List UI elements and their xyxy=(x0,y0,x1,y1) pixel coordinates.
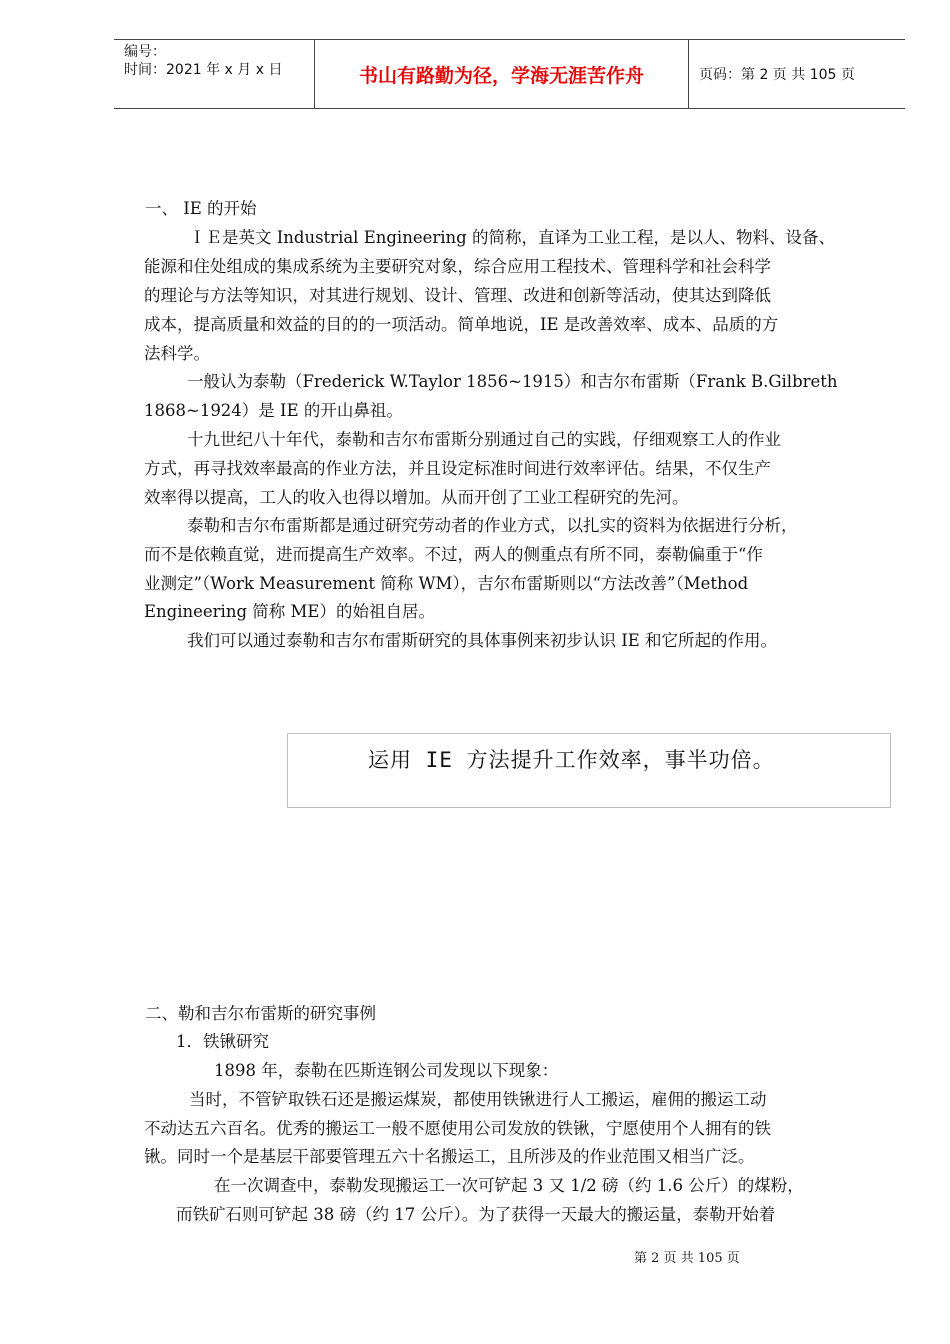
paragraph-line: Engineering 简称 ME）的始祖自居。 xyxy=(144,602,435,621)
paragraph-line: 不动达五六百名。优秀的搬运工一般不愿使用公司发放的铁锹，宁愿使用个人拥有的铁 xyxy=(144,1119,771,1138)
paragraph-line: 十九世纪八十年代，泰勒和吉尔布雷斯分别通过自己的实践，仔细观察工人的作业 xyxy=(187,430,781,449)
header-page-info: 页码：第 2 页 共 105 页 xyxy=(699,67,855,83)
quote-box xyxy=(287,733,891,808)
header-number: 编号： xyxy=(124,44,166,60)
paragraph-line: 我们可以通过泰勒和吉尔布雷斯研究的具体事例来初步认识 IE 和它所起的作用。 xyxy=(187,631,778,650)
quote-text: 运用 IE 方法提升工作效率，事半功倍。 xyxy=(368,748,775,772)
page-footer: 第 2 页 共 105 页 xyxy=(634,1251,740,1266)
paragraph-line: ＩＥ是英文 Industrial Engineering 的简称，直译为工业工程，是以人、物料、设备、 xyxy=(189,228,835,247)
section-heading: 一、 IE 的开始 xyxy=(145,199,257,218)
paragraph-line: 效率得以提高，工人的收入也得以增加。从而开创了工业工程研究的先河。 xyxy=(144,488,689,507)
paragraph-line: 而不是依赖直觉，进而提高生产效率。不过，两人的侧重点有所不同，泰勒偏重于“作 xyxy=(144,545,763,564)
paragraph-line: 能源和住处组成的集成系统为主要研究对象，综合应用工程技术、管理科学和社会科学 xyxy=(144,257,771,276)
header-meta xyxy=(114,40,314,108)
paragraph-line: 当时，不管铲取铁石还是搬运煤炭，都使用铁锹进行人工搬运，雇佣的搬运工动 xyxy=(189,1090,767,1109)
paragraph-line: 业测定”（Work Measurement 简称 WM），吉尔布雷斯则以“方法改善”（Method xyxy=(144,574,749,593)
paragraph-line: 方式，再寻找效率最高的作业方法，并且设定标准时间进行效率评估。结果，不仅生产 xyxy=(144,459,771,478)
paragraph-line: 成本，提高质量和效益的目的的一项活动。简单地说，IE 是改善效率、成本、品质的方 xyxy=(144,315,779,334)
paragraph-line: 泰勒和吉尔布雷斯都是通过研究劳动者的作业方式，以扎实的资料为依据进行分析， xyxy=(187,516,798,535)
paragraph-line: 1868~1924）是 IE 的开山鼻祖。 xyxy=(144,401,403,420)
section-heading: 二、勒和吉尔布雷斯的研究事例 xyxy=(145,1004,376,1023)
paragraph-line: 在一次调查中，泰勒发现搬运工一次可铲起 3 又 1/2 磅（约 1.6 公斤）的煤粉， xyxy=(214,1176,804,1195)
header-divider xyxy=(688,40,689,108)
page-header xyxy=(114,39,905,109)
paragraph-line: 法科学。 xyxy=(144,344,210,363)
header-motto: 书山有路勤为径，学海无涯苦作舟 xyxy=(358,64,644,87)
header-time: 时间：2021 年 x 月 x 日 xyxy=(124,62,283,78)
subsection-heading: 1．铁锹研究 xyxy=(176,1032,269,1051)
paragraph-line: 1898 年，泰勒在匹斯连钢公司发现以下现象： xyxy=(214,1061,559,1080)
paragraph-line: 锹。同时一个是基层干部要管理五六十名搬运工，且所涉及的作业范围又相当广泛。 xyxy=(144,1147,755,1166)
paragraph-line: 的理论与方法等知识，对其进行规划、设计、管理、改进和创新等活动，使其达到降低 xyxy=(144,286,771,305)
paragraph-line: 而铁矿石则可铲起 38 磅（约 17 公斤）。为了获得一天最大的搬运量，泰勒开始着 xyxy=(176,1205,776,1224)
paragraph-line: 一般认为泰勒（Frederick W.Taylor 1856~1915）和吉尔布雷斯（Frank B.Gilbreth xyxy=(187,372,838,391)
